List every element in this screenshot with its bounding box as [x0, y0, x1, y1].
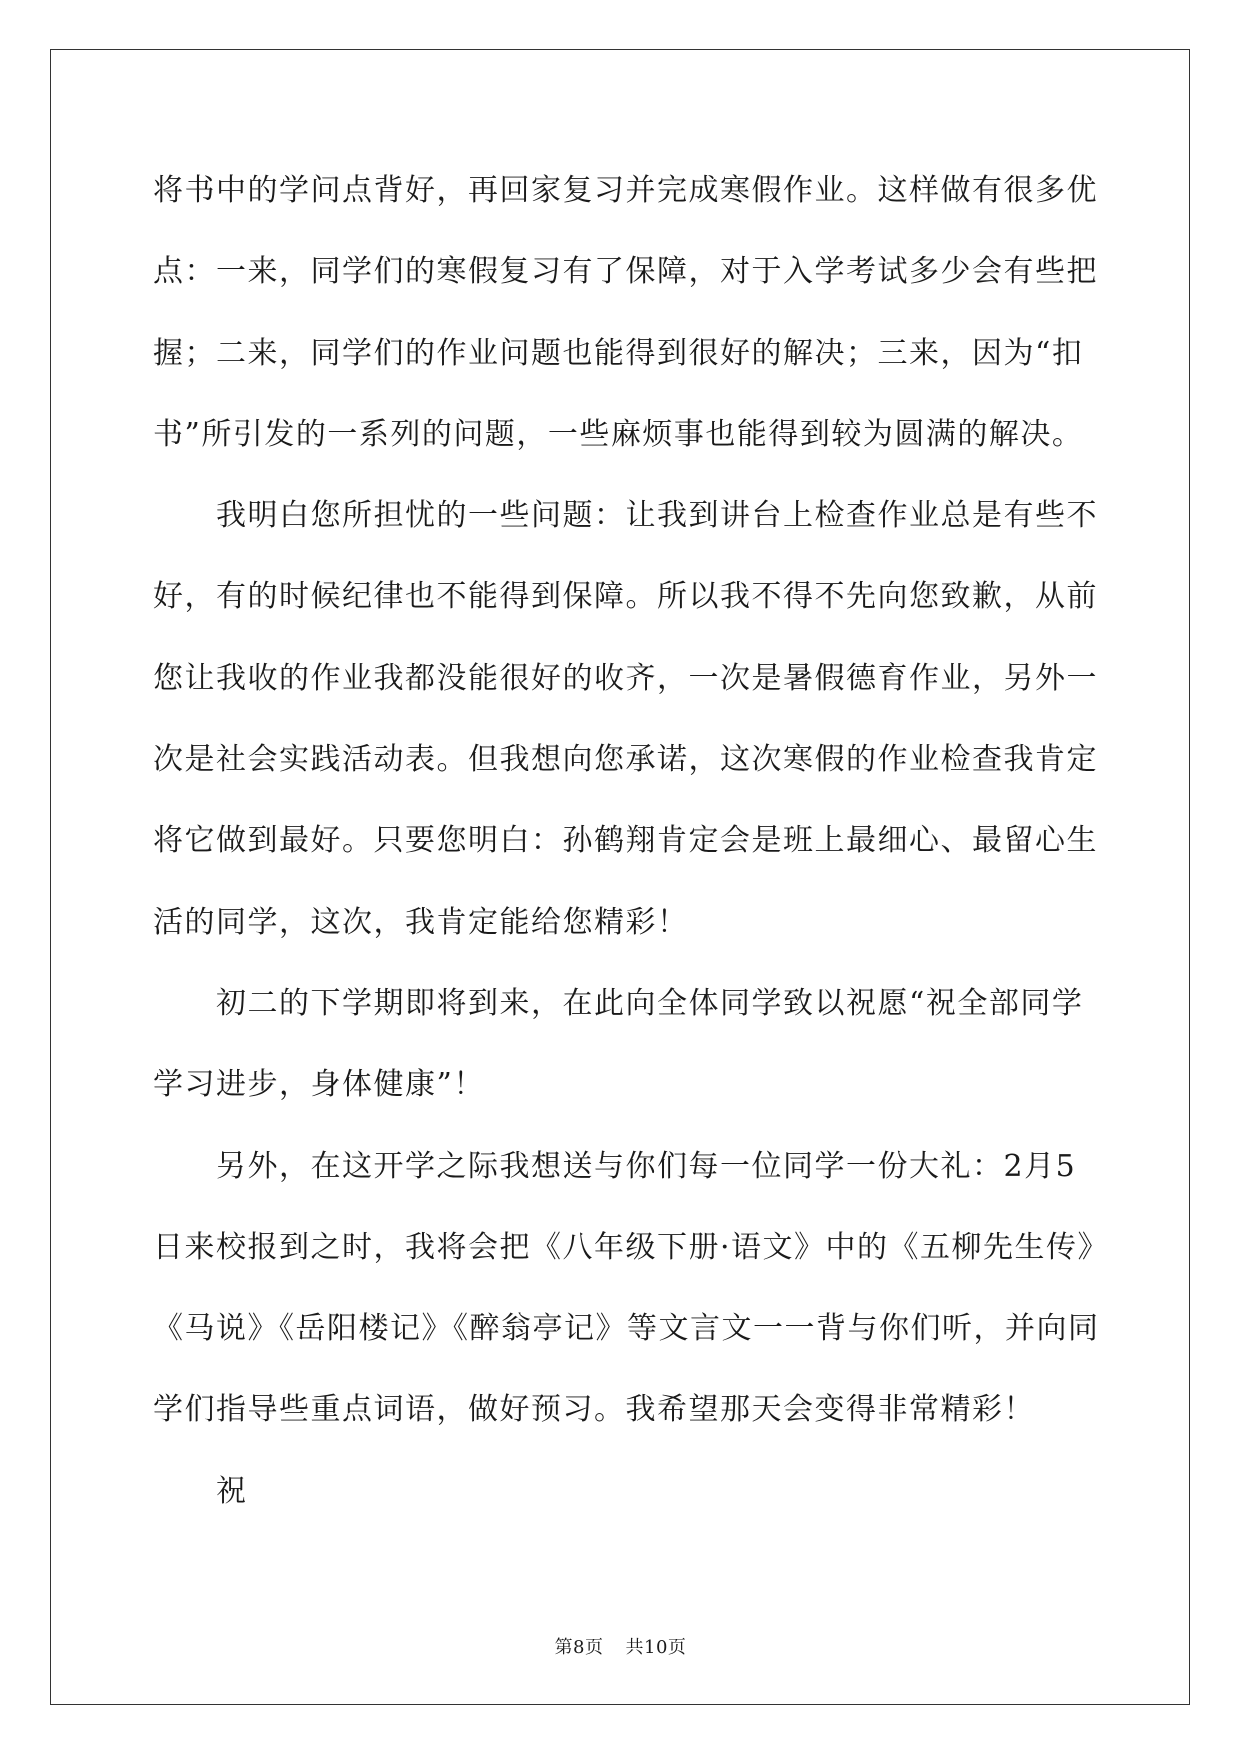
page-number-current: 第8页 [554, 1637, 604, 1658]
body-line: 学习进步，身体健康”！ [153, 1067, 485, 1103]
body-line: 您让我收的作业我都没能很好的收齐，一次是暑假德育作业，另外一 [153, 660, 1098, 696]
body-line: 点：一来，同学们的寒假复习有了保障，对于入学考试多少会有些把 [153, 254, 1098, 290]
page-footer [0, 1633, 1241, 1659]
paragraph-start-line: 我明白您所担忧的一些问题：让我到讲台上检查作业总是有些不 [216, 498, 1098, 534]
body-line: 将书中的学问点背好，再回家复习并完成寒假作业。这样做有很多优 [153, 173, 1098, 208]
body-line: 好，有的时候纪律也不能得到保障。所以我不得不先向您致歉，从前 [153, 579, 1098, 615]
document-body [153, 150, 1110, 1532]
body-line: 次是社会实践活动表。但我想向您承诺，这次寒假的作业检查我肯定 [153, 742, 1098, 778]
closing-salutation: 祝 [216, 1473, 248, 1509]
body-line: 将它做到最好。只要您明白：孙鹤翔肯定会是班上最细心、最留心生 [153, 823, 1098, 859]
page-number-total: 共10页 [625, 1637, 687, 1658]
body-line: 日来校报到之时，我将会把《八年级下册·语文》中的《五柳先生传》 [153, 1229, 1110, 1265]
body-line: 书”所引发的一系列的问题，一些麻烦事也能得到较为圆满的解决。 [153, 416, 1084, 452]
body-line: 活的同学，这次，我肯定能给您精彩！ [153, 904, 689, 940]
body-line: 学们指导些重点词语，做好预习。我希望那天会变得非常精彩！ [153, 1392, 1035, 1428]
paragraph-start-line: 初二的下学期即将到来，在此向全体同学致以祝愿“祝全部同学 [216, 985, 1084, 1021]
body-line: 握；二来，同学们的作业问题也能得到很好的解决；三来，因为“扣 [153, 335, 1084, 371]
body-line: 《马说》《岳阳楼记》《醉翁亭记》等文言文一一背与你们听，并向同 [153, 1311, 1100, 1347]
paragraph-start-line: 另外，在这开学之际我想送与你们每一位同学一份大礼：2月5 [216, 1148, 1077, 1184]
